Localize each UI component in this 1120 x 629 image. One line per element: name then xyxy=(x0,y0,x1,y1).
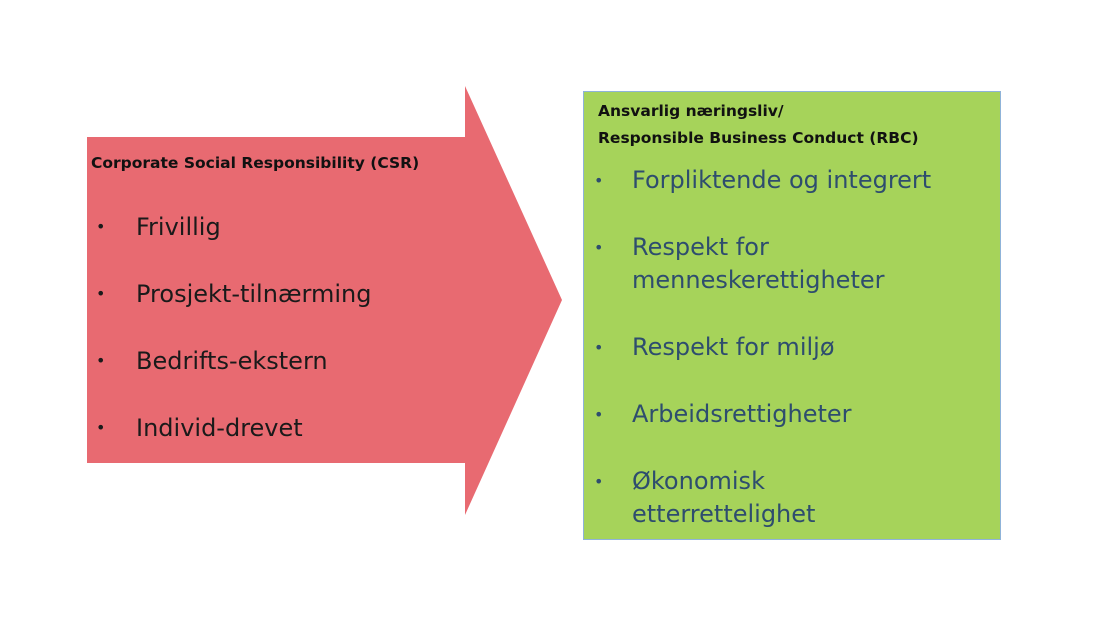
rbc-item-label: Forpliktende og integrert xyxy=(632,166,932,194)
csr-item-label: Individ-drevet xyxy=(136,414,303,442)
rbc-title xyxy=(598,98,919,152)
csr-list-item xyxy=(96,274,371,341)
csr-list-item xyxy=(96,341,371,408)
bullet-icon: • xyxy=(594,171,604,190)
csr-list-item xyxy=(96,408,371,475)
rbc-item-label-continued: menneskerettigheter xyxy=(632,266,885,294)
rbc-list-item xyxy=(594,231,931,297)
csr-list xyxy=(96,207,371,475)
rbc-item-label: Respekt for xyxy=(632,233,769,261)
rbc-item-label: Respekt for miljø xyxy=(632,333,835,361)
rbc-box xyxy=(583,91,1001,540)
rbc-list-item xyxy=(594,465,931,531)
csr-list-item xyxy=(96,207,371,274)
rbc-list-item xyxy=(594,331,931,364)
bullet-icon: • xyxy=(96,418,106,437)
csr-title: Corporate Social Responsibility (CSR) xyxy=(91,154,420,172)
rbc-title-line: Ansvarlig næringsliv/ xyxy=(598,102,784,120)
bullet-icon: • xyxy=(594,405,604,424)
rbc-list xyxy=(594,164,931,531)
bullet-icon: • xyxy=(96,351,106,370)
rbc-item-label: Arbeidsrettigheter xyxy=(632,400,852,428)
csr-item-label: Bedrifts-ekstern xyxy=(136,347,328,375)
csr-item-label: Frivillig xyxy=(136,213,221,241)
rbc-list-item xyxy=(594,164,931,197)
bullet-icon: • xyxy=(594,338,604,357)
bullet-icon: • xyxy=(594,238,604,257)
rbc-item-label-continued: etterrettelighet xyxy=(632,500,816,528)
rbc-title-line: Responsible Business Conduct (RBC) xyxy=(598,129,919,147)
csr-item-label: Prosjekt-tilnærming xyxy=(136,280,372,308)
rbc-list-item xyxy=(594,398,931,431)
bullet-icon: • xyxy=(594,472,604,491)
bullet-icon: • xyxy=(96,217,106,236)
bullet-icon: • xyxy=(96,284,106,303)
rbc-item-label: Økonomisk xyxy=(632,467,765,495)
